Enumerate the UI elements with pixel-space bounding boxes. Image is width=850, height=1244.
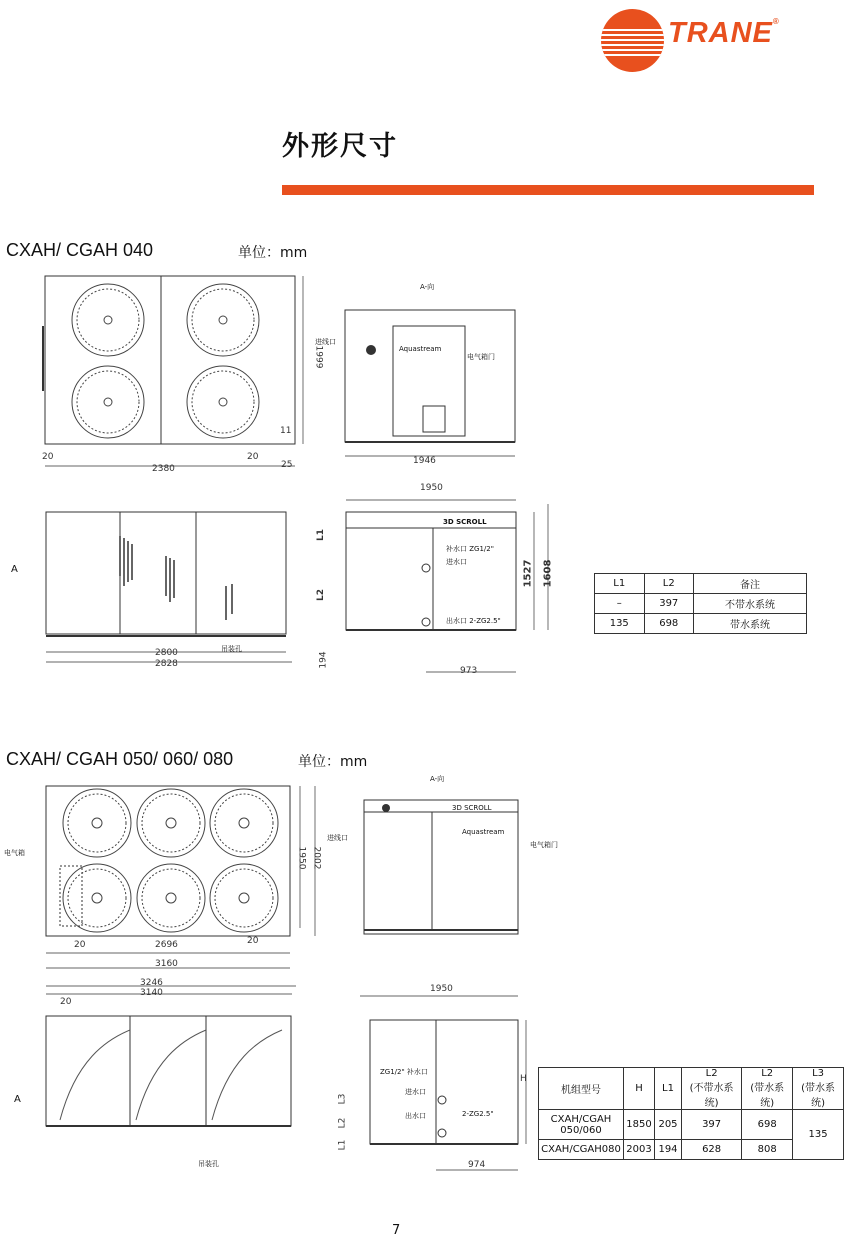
table-cell: 135 (595, 614, 645, 634)
dim-l2: L2 (316, 589, 326, 601)
label-view-a: A (14, 1094, 21, 1105)
dim-3140: 3140 (140, 988, 163, 998)
label-cable-entry: 进线口 (315, 338, 336, 346)
dim-1999: 1999 (313, 345, 324, 369)
dim-2828: 2828 (155, 659, 178, 669)
label-electrical-box: 电气箱 (4, 849, 25, 857)
table-header: L1 (655, 1068, 682, 1110)
label-aquastream: Aquastream (399, 345, 442, 353)
dim-1950: 1950 (296, 846, 307, 870)
label-water-inlet: 进水口 (405, 1088, 426, 1096)
label-3d-scroll: 3D SCROLL (452, 804, 492, 812)
label-makeup-water: 补水口 ZG1/2" (446, 545, 494, 553)
title-accent-bar (282, 185, 814, 195)
label-cable-entry: 进线口 (327, 834, 348, 842)
page-number: 7 (392, 1223, 401, 1238)
page-title: 外形尺寸 (282, 131, 398, 162)
section2-model-title: CXAH/ CGAH 050/ 060/ 080 (6, 749, 234, 769)
dim-11: 11 (280, 426, 292, 436)
dim-194: 194 (318, 651, 329, 669)
label-electrical-box-door: 电气箱门 (467, 353, 495, 361)
dim-l3: L3 (337, 1093, 348, 1105)
section2-unit-label: 单位：mm (298, 754, 368, 770)
label-water-outlet: 出水口 (405, 1112, 426, 1120)
table-cell-l3: 135 (793, 1110, 844, 1160)
dim-l2: L2 (337, 1117, 348, 1129)
table-header: H (624, 1068, 655, 1110)
label-lifting-hole: 吊装孔 (198, 1160, 219, 1168)
dim-1608: 1608 (542, 559, 554, 588)
table-cell: 不带水系统 (694, 594, 807, 614)
label-view-a: A (11, 564, 18, 575)
section1-model-title: CXAH/ CGAH 040 (6, 240, 154, 260)
section2-front-title: A-向 (430, 775, 445, 783)
dim-974: 974 (468, 1160, 486, 1170)
section2-end-view-drawing (346, 990, 536, 1175)
dim-2380: 2380 (152, 464, 175, 474)
table-cell: 205 (655, 1110, 682, 1140)
dim-20-left: 20 (42, 452, 54, 462)
section1-front-title: A-向 (420, 283, 435, 291)
label-lifting-hole: 吊装孔 (221, 645, 242, 653)
dim-3160: 3160 (155, 959, 178, 969)
dim-3246: 3246 (140, 978, 163, 988)
dim-20-left: 20 (74, 940, 86, 950)
label-water-outlet: 出水口 2-ZG2.5" (446, 617, 501, 625)
label-makeup-water: ZG1/2" 补水口 (380, 1068, 428, 1076)
label-water-inlet: 进水口 (446, 558, 467, 566)
section2-front-view-drawing (352, 790, 522, 940)
dim-1527: 1527 (522, 559, 534, 588)
section1-top-view-drawing (35, 266, 305, 476)
dim-20-right: 20 (247, 936, 259, 946)
table-cell: CXAH/CGAH 050/060 (539, 1110, 624, 1140)
trane-logo-mark (601, 9, 664, 72)
table-header: L2 (不带水系统) (682, 1068, 742, 1110)
dim-973: 973 (460, 666, 478, 676)
table-row (595, 594, 807, 614)
label-outlet-size: 2-ZG2.5" (462, 1110, 494, 1118)
dim-1950: 1950 (420, 483, 443, 493)
dim-2800: 2800 (155, 648, 178, 658)
section2-spec-table (538, 1067, 844, 1160)
dim-l1: L1 (337, 1139, 348, 1151)
table-header: L3 (带水系统) (793, 1068, 844, 1110)
table-cell: 397 (644, 594, 694, 614)
dim-h: H (520, 1074, 527, 1084)
table-header: 备注 (694, 574, 807, 594)
section1-side-view-drawing (36, 496, 296, 666)
section1-unit-label: 单位：mm (238, 245, 308, 261)
section1-front-view-drawing (333, 296, 523, 466)
table-header: L2 (带水系统) (742, 1068, 793, 1110)
brand-logo: TRANE® (668, 17, 780, 49)
dim-20: 20 (60, 997, 72, 1007)
dim-2002: 2002 (311, 846, 322, 870)
dim-2696: 2696 (155, 940, 178, 950)
dim-25: 25 (281, 460, 293, 470)
table-cell: 808 (742, 1140, 793, 1160)
table-row (595, 614, 807, 634)
table-cell: 1850 (624, 1110, 655, 1140)
table-cell: CXAH/CGAH080 (539, 1140, 624, 1160)
table-header: L1 (595, 574, 645, 594)
table-header: 机组型号 (539, 1068, 624, 1110)
dim-l1: L1 (316, 529, 326, 541)
table-cell: 698 (644, 614, 694, 634)
section1-spec-table (594, 573, 807, 634)
dim-1946: 1946 (413, 456, 436, 466)
table-header: L2 (644, 574, 694, 594)
table-cell: 628 (682, 1140, 742, 1160)
table-row (539, 1110, 844, 1140)
dim-20-right: 20 (247, 452, 259, 462)
label-3d-scroll: 3D SCROLL (443, 518, 487, 526)
table-cell: 397 (682, 1110, 742, 1140)
table-cell: – (595, 594, 645, 614)
section2-side-view-drawing (36, 980, 306, 1150)
label-electrical-box-door: 电气箱门 (530, 841, 558, 849)
dim-1950: 1950 (430, 984, 453, 994)
label-aquastream: Aquastream (462, 828, 505, 836)
table-cell: 带水系统 (694, 614, 807, 634)
table-cell: 2003 (624, 1140, 655, 1160)
table-cell: 194 (655, 1140, 682, 1160)
table-cell: 698 (742, 1110, 793, 1140)
